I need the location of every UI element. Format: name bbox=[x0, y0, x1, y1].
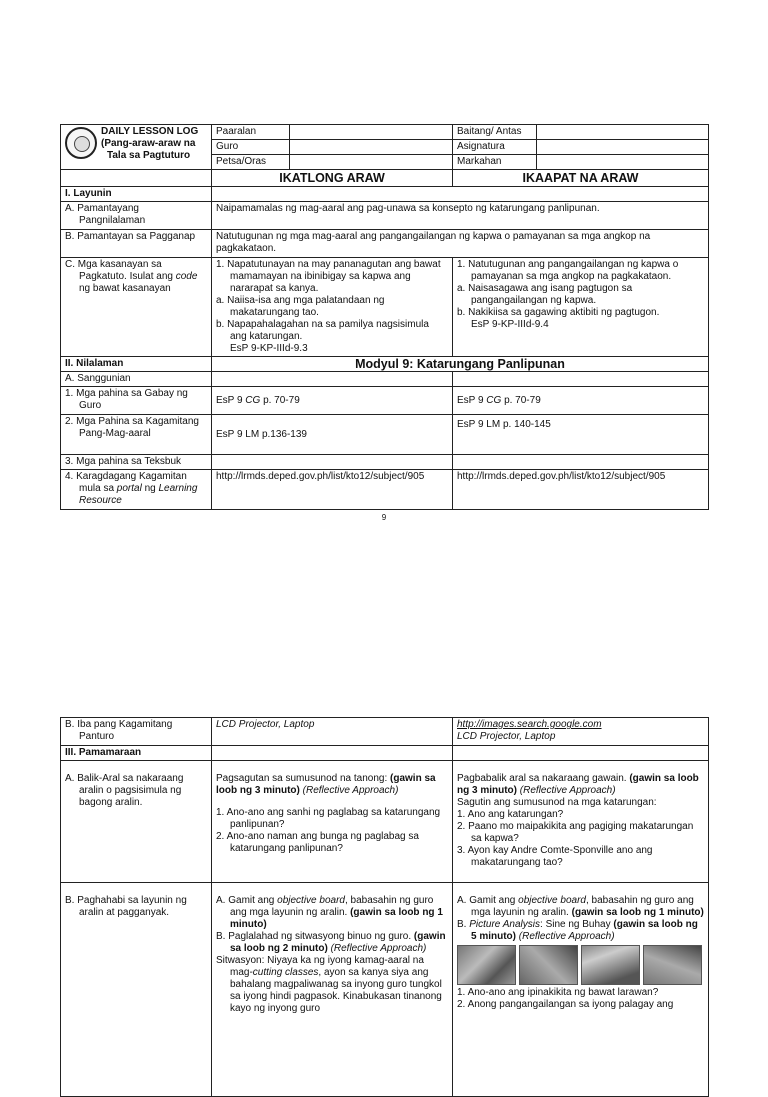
balik-aral-label: A. Balik-Aral sa nakaraang aralin o pagsisimula ng bagong aralin. bbox=[65, 773, 184, 808]
kasanayan-day3-item-b: b. Napapahalagahan na sa pamilya nagsisimula ang katarungan. bbox=[216, 319, 429, 342]
iba-kagamitan-day4-text: LCD Projector, Laptop bbox=[457, 731, 556, 742]
page-number: 9 bbox=[381, 513, 387, 522]
kasanayan-day4-item-1: 1. Natutugunan ang pangangailangan ng kapwa o pamayanan sa mga angkop na pagkakataon. bbox=[457, 259, 679, 282]
balik-aral-day3 bbox=[212, 761, 453, 883]
balik-aral-day4-intro: Pagbabalik aral sa nakaraang gawain. (gawin sa loob ng 3 minuto) (Reflective Approach) bbox=[457, 773, 699, 796]
kasanayan-day4-item-b: b. Nakikiisa sa gagawing aktibiti ng pagtugon. bbox=[457, 307, 660, 318]
day4-heading: IKAAPAT NA ARAW bbox=[453, 170, 709, 187]
label-baitang: Baitang/ Antas bbox=[453, 125, 537, 140]
kasanayan-day4 bbox=[453, 258, 709, 357]
pamantayang-pangnilalaman-label: A. Pamantayang Pangnilalaman bbox=[65, 203, 146, 226]
lesson-log-table-top bbox=[60, 124, 709, 510]
balik-aral-day4-q2: 2. Paano mo maipakikita ang pagiging makatarungan sa kapwa? bbox=[457, 821, 694, 844]
header-row bbox=[61, 125, 709, 140]
kasanayan-day4-code: EsP 9-KP-IIId-9.4 bbox=[471, 319, 549, 330]
paghahabi-day3-a: A. Gamit ang objective board, babasahin ng guro ang mga layunin ng aralin. (gawin sa loob ng 1 minuto) bbox=[216, 895, 443, 930]
dll-title-line-3: Tala sa Pagtuturo bbox=[107, 150, 191, 161]
pamamaraan-heading: III. Pamamaraan bbox=[61, 746, 212, 761]
field-petsa[interactable] bbox=[290, 155, 453, 170]
paghahabi-label: B. Paghahabi sa layunin ng aralin at pagganyak. bbox=[65, 895, 187, 918]
paghahabi-day4-b: B. Picture Analysis: Sine ng Buhay (gawin sa loob ng 5 minuto) (Reflective Approach) bbox=[457, 919, 698, 942]
paghahabi-day4 bbox=[453, 883, 709, 1097]
gabay-guro-day4: EsP 9 CG p. 70-79 bbox=[453, 387, 709, 415]
pamamaraan-day4-blank bbox=[453, 746, 709, 761]
teksbuk-day4 bbox=[453, 455, 709, 470]
sanggunian-day3-blank bbox=[212, 372, 453, 387]
kagamitang-pang-mag-aaral-day3: EsP 9 LM p.136-139 bbox=[212, 415, 453, 455]
kasanayan-day3-code: EsP 9-KP-IIId-9.3 bbox=[230, 343, 308, 354]
dll-title-line-1: DAILY LESSON LOG bbox=[101, 126, 199, 137]
module-title: Modyul 9: Katarungang Panlipunan bbox=[212, 357, 709, 372]
karagdagang-kagamitan-day4-url[interactable]: http://lrmds.deped.gov.ph/list/kto12/subject/905 bbox=[453, 470, 709, 510]
layunin-heading: I. Layunin bbox=[61, 187, 212, 202]
field-guro[interactable] bbox=[290, 140, 453, 155]
label-asignatura: Asignatura bbox=[453, 140, 537, 155]
pamamaraan-day3-blank bbox=[212, 746, 453, 761]
sine-ng-buhay-photo-2 bbox=[519, 945, 578, 985]
teksbuk-label: 3. Mga pahina sa Teksbuk bbox=[61, 455, 212, 470]
kagamitang-pang-mag-aaral-label: 2. Mga Pahina sa Kagamitang Pang-Mag-aaral bbox=[65, 416, 199, 439]
label-markahan: Markahan bbox=[453, 155, 537, 170]
kasanayan-day3 bbox=[212, 258, 453, 357]
label-paaralan: Paaralan bbox=[212, 125, 290, 140]
nilalaman-heading: II. Nilalaman bbox=[61, 357, 212, 372]
pamantayan-pagganap-label: B. Pamantayan sa Pagganap bbox=[65, 231, 196, 242]
sanggunian-heading: A. Sanggunian bbox=[61, 372, 212, 387]
lesson-log-table-bottom bbox=[60, 717, 709, 1097]
balik-aral-day4 bbox=[453, 761, 709, 883]
paghahabi-day4-a: A. Gamit ang objective board, babasahin ng guro ang mga layunin ng aralin. (gawin sa loob ng 1 minuto) bbox=[457, 895, 704, 918]
balik-aral-day3-q1: 1. Ano-ano ang sanhi ng paglabag sa katarungang panlipunan? bbox=[216, 807, 441, 830]
pamantayan-pagganap-text: Natutugunan ng mga mag-aaral ang pangangailangan ng kapwa o pamayanan sa mga angkop na pagkakataon. bbox=[212, 230, 709, 258]
label-guro: Guro bbox=[212, 140, 290, 155]
field-markahan[interactable] bbox=[537, 155, 709, 170]
paghahabi-day3 bbox=[212, 883, 453, 1097]
paghahabi-day4-q1: 1. Ano-ano ang ipinakikita ng bawat larawan? bbox=[457, 987, 659, 998]
field-asignatura[interactable] bbox=[537, 140, 709, 155]
karagdagang-kagamitan-label: 4. Karagdagang Kagamitan mula sa portal ng Learning Resource bbox=[65, 471, 198, 506]
sine-ng-buhay-photo-1 bbox=[457, 945, 516, 985]
iba-kagamitan-day4 bbox=[453, 718, 709, 746]
gabay-guro-label: 1. Mga pahina sa Gabay ng Guro bbox=[65, 388, 188, 411]
sine-ng-buhay-photo-4 bbox=[643, 945, 702, 985]
balik-aral-day4-sub: Sagutin ang sumusunod na mga katarungan: bbox=[457, 797, 657, 808]
balik-aral-day3-q2: 2. Ano-ano naman ang bunga ng paglabag sa katarungang panlipunan? bbox=[216, 831, 419, 854]
kasanayan-label: C. Mga kasanayan sa Pagkatuto. Isulat ang code ng bawat kasanayan bbox=[65, 259, 198, 294]
balik-aral-day3-intro: Pagsagutan sa sumusunod na tanong: (gawin sa loob ng 3 minuto) (Reflective Approach) bbox=[216, 773, 436, 796]
paghahabi-day4-q2: 2. Anong pangangailangan sa iyong palagay ang bbox=[457, 999, 674, 1010]
balik-aral-day4-q3: 3. Ayon kay Andre Comte-Sponville ano ang makatarungang tao? bbox=[457, 845, 653, 868]
dll-title-cell bbox=[61, 125, 212, 170]
sine-ng-buhay-photo-3 bbox=[581, 945, 640, 985]
sanggunian-day4-blank bbox=[453, 372, 709, 387]
pamantayang-pangnilalaman-text: Naipamamalas ng mag-aaral ang pag-unawa sa konsepto ng katarungang panlipunan. bbox=[212, 202, 709, 230]
paghahabi-day3-sitwasyon: Sitwasyon: Niyaya ka ng iyong kamag-aaral na mag-cutting classes, ayon sa kanya siya ang bahalang magpaliwanag sa inyong guro tungkol sa iyong hindi pagpasok. Kinabukasan tinanong kayo ng inyong guro bbox=[216, 955, 442, 1014]
iba-kagamitan-label: B. Iba pang Kagamitang Panturo bbox=[65, 719, 173, 742]
layunin-heading-blank bbox=[212, 187, 709, 202]
iba-kagamitan-day3: LCD Projector, Laptop bbox=[212, 718, 453, 746]
field-paaralan[interactable] bbox=[290, 125, 453, 140]
day-header-blank bbox=[61, 170, 212, 187]
kasanayan-day4-item-a: a. Naisasagawa ang isang pagtugon sa pangangailangan ng kapwa. bbox=[457, 283, 633, 306]
teksbuk-day3 bbox=[212, 455, 453, 470]
label-petsa: Petsa/Oras bbox=[212, 155, 290, 170]
kagamitang-pang-mag-aaral-day4: EsP 9 LM p. 140-145 bbox=[453, 415, 709, 455]
balik-aral-day4-q1: 1. Ano ang katarungan? bbox=[457, 809, 564, 820]
gabay-guro-day3: EsP 9 CG p. 70-79 bbox=[212, 387, 453, 415]
picture-strip bbox=[457, 945, 704, 985]
field-baitang[interactable] bbox=[537, 125, 709, 140]
kasanayan-day3-item-a: a. Naiisa-isa ang mga palatandaan ng makatarungang tao. bbox=[216, 295, 385, 318]
kasanayan-day3-item-1: 1. Napatutunayan na may pananagutan ang bawat mamamayan na ibinibigay sa kapwa ang nararapat sa kanya. bbox=[216, 259, 441, 294]
paghahabi-day3-b: B. Paglalahad ng sitwasyong binuo ng guro. (gawin sa loob ng 2 minuto) (Reflective Approach) bbox=[216, 931, 446, 954]
dll-title-line-2: (Pang-araw-araw na bbox=[101, 138, 196, 149]
day3-heading: IKATLONG ARAW bbox=[212, 170, 453, 187]
karagdagang-kagamitan-day3-url[interactable]: http://lrmds.deped.gov.ph/list/kto12/subject/905 bbox=[212, 470, 453, 510]
deped-seal-icon bbox=[65, 127, 97, 159]
google-images-link[interactable]: http://images.search.google.com bbox=[457, 719, 602, 730]
